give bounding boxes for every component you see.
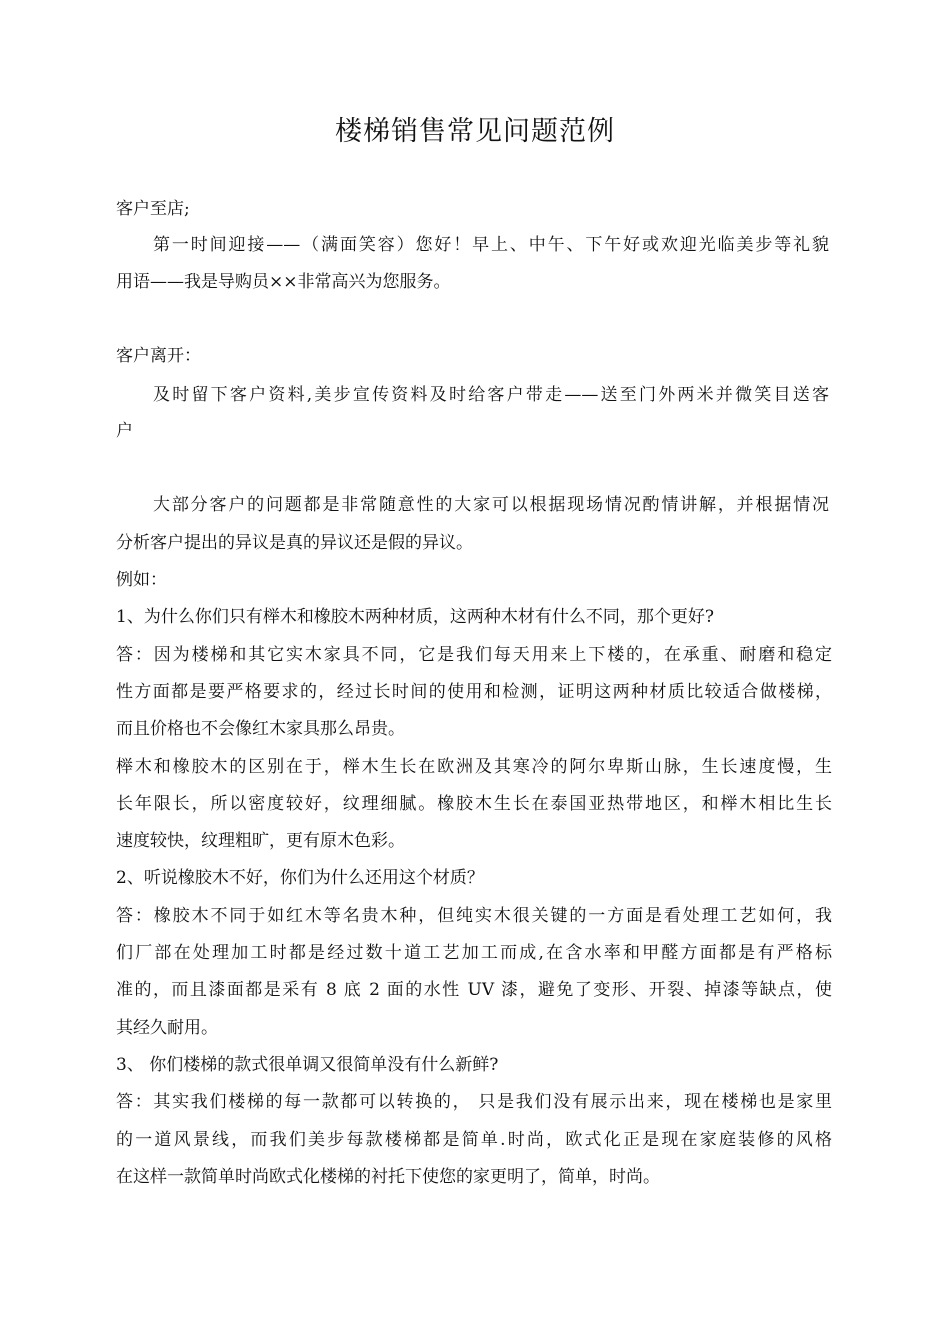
answer-line: 答：因为楼梯和其它实木家具不同，它是我们每天用来上下楼的，在承重、耐磨和稳定 — [116, 645, 832, 665]
answer-line: 准的，而且漆面都是采有 8 底 2 面的水性 UV 漆，避免了变形、开裂、掉漆等缺点，使 — [116, 980, 832, 1000]
answer-line: 的一道风景线，而我们美步每款楼梯都是简单.时尚，欧式化正是现在家庭装修的风格 — [116, 1130, 832, 1150]
paragraph-line: 分析客户提出的异议是真的异议还是假的异议。 — [116, 533, 473, 553]
answer-line: 答：其实我们楼梯的每一款都可以转换的， 只是我们没有展示出来，现在楼梯也是家里 — [116, 1092, 832, 1112]
section-heading-customer-arrival: 客户至店; — [116, 199, 190, 219]
question-1: 1、为什么你们只有榉木和橡胶木两种材质，这两种木材有什么不同，那个更好? — [116, 607, 714, 627]
document-title: 楼梯销售常见问题范例 — [335, 116, 615, 147]
answer-line: 性方面都是要严格要求的，经过长时间的使用和检测，证明这两种材质比较适合做楼梯， — [116, 682, 832, 702]
answer-line: 们厂部在处理加工时都是经过数十道工艺加工而成,在含水率和甲醛方面都是有严格标 — [116, 943, 832, 963]
answer-line: 长年限长，所以密度较好，纹理细腻。橡胶木生长在泰国亚热带地区，和榉木相比生长 — [116, 794, 832, 814]
example-label: 例如： — [116, 570, 167, 590]
answer-line: 榉木和橡胶木的区别在于，榉木生长在欧洲及其寒冷的阿尔卑斯山脉，生长速度慢，生 — [116, 757, 832, 777]
answer-line: 答：橡胶木不同于如红木等名贵木种，但纯实木很关键的一方面是看处理工艺如何，我 — [116, 906, 832, 926]
answer-line: 在这样一款简单时尚欧式化楼梯的衬托下使您的家更明了，简单，时尚。 — [116, 1167, 660, 1187]
paragraph-line: 及时留下客户资料,美步宣传资料及时给客户带走——送至门外两米并微笑目送客 — [153, 385, 829, 405]
paragraph-line: 第一时间迎接——（满面笑容）您好！早上、中午、下午好或欢迎光临美步等礼貌 — [153, 235, 829, 255]
question-3: 3、 你们楼梯的款式很单调又很简单没有什么新鲜? — [116, 1055, 499, 1075]
paragraph-line: 用语——我是导购员××非常高兴为您服务。 — [116, 272, 451, 292]
answer-line: 速度较快，纹理粗旷，更有原木色彩。 — [116, 831, 405, 851]
question-2: 2、听说橡胶木不好，你们为什么还用这个材质？ — [116, 868, 484, 888]
paragraph-line: 户 — [116, 421, 133, 441]
answer-line: 其经久耐用。 — [116, 1018, 218, 1038]
section-heading-customer-leaving: 客户离开： — [116, 346, 201, 366]
answer-line: 而且价格也不会像红木家具那么昂贵。 — [116, 719, 405, 739]
paragraph-line: 大部分客户的问题都是非常随意性的大家可以根据现场情况酌情讲解，并根据情况 — [153, 495, 829, 515]
